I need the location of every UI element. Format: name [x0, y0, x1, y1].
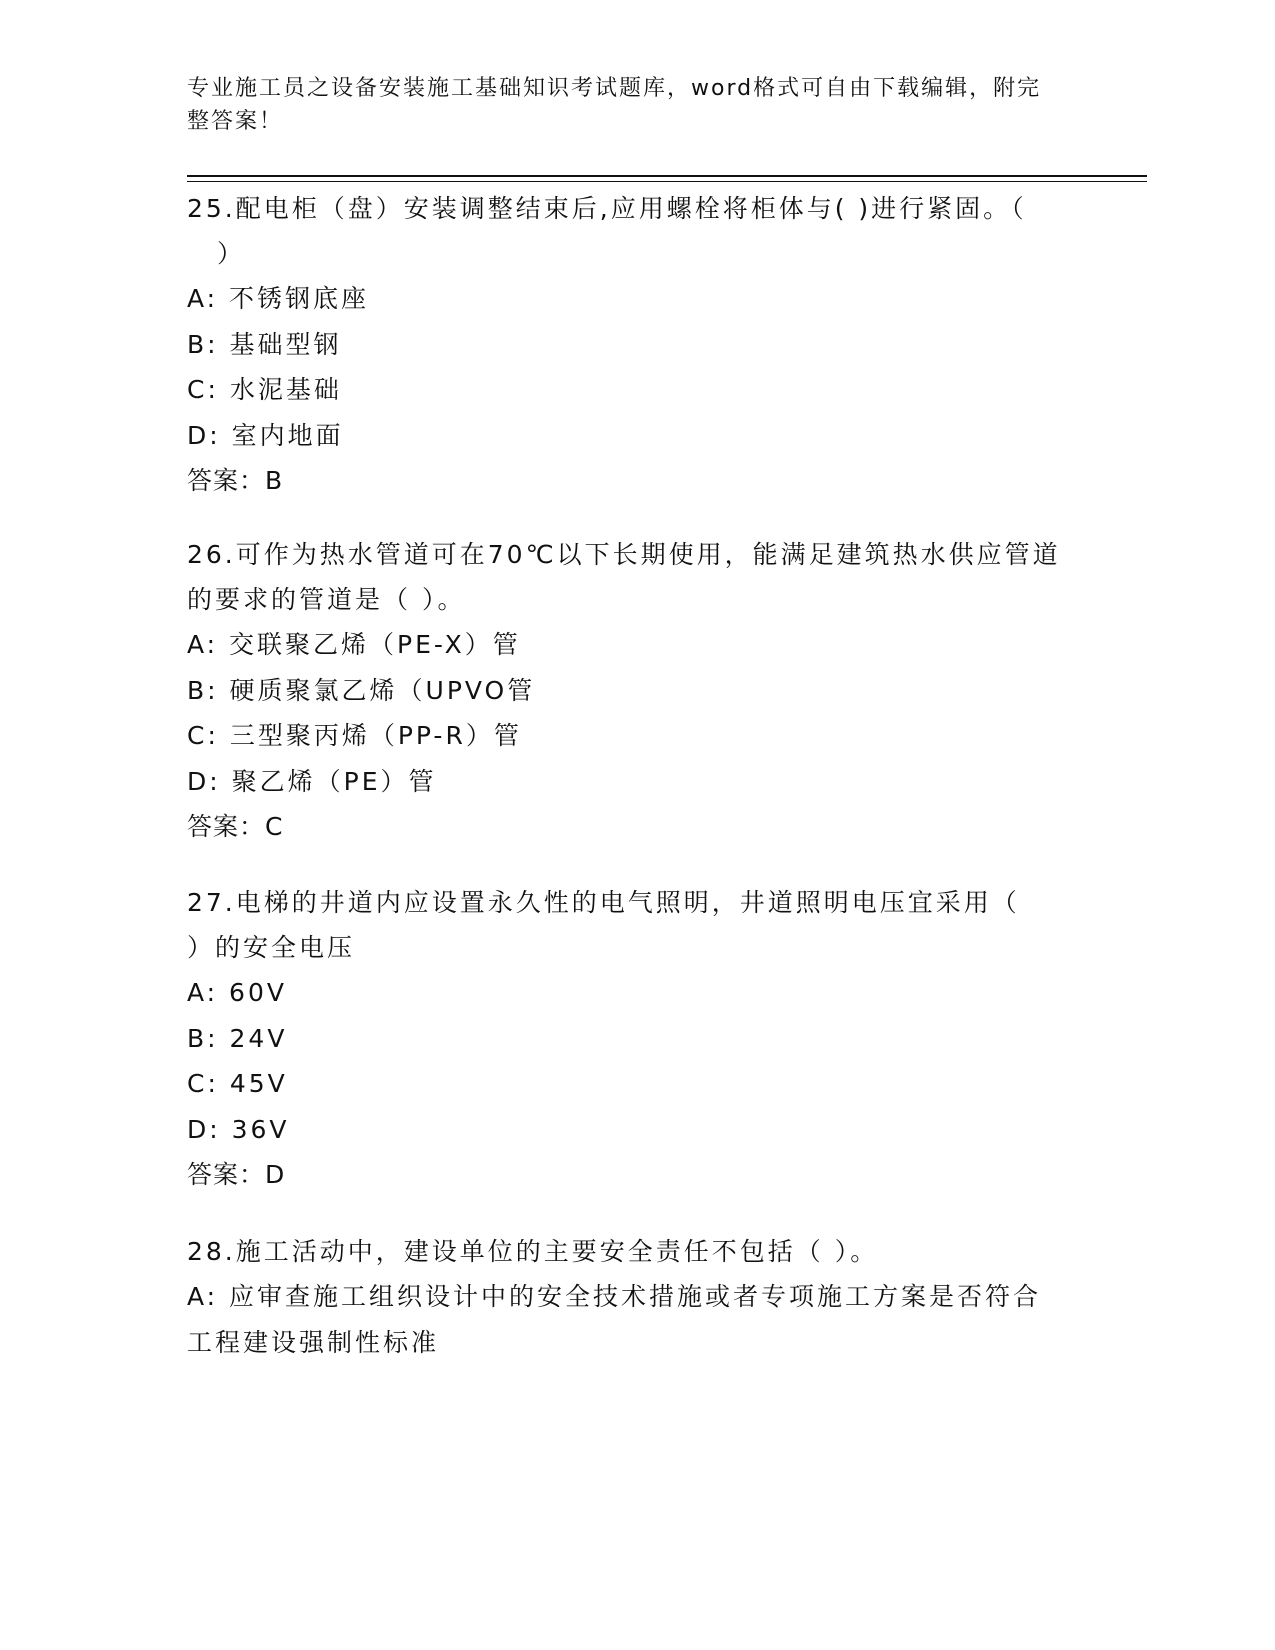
option-c: C: 45V — [187, 1069, 288, 1098]
header-line-2: 整答案！ — [187, 109, 284, 134]
option-a: A: 交联聚乙烯（PE-X）管 — [187, 630, 521, 659]
option-b: B: 24V — [187, 1023, 288, 1053]
answer-line — [187, 804, 1087, 850]
answer-line — [187, 458, 1087, 504]
answer-value: B — [265, 466, 284, 495]
question-stem-line-2: 的要求的管道是（ ）。 — [187, 585, 466, 614]
header-rule-thick — [187, 175, 1147, 177]
question-26 — [187, 532, 1087, 850]
option-d: D: 室内地面 — [187, 420, 344, 450]
answer-label: 答案： — [187, 1160, 266, 1189]
option-d: D: 聚乙烯（PE）管 — [187, 766, 437, 796]
question-stem-line-1: 27.电梯的井道内应设置永久性的电气照明，井道照明电压宜采用（ — [187, 888, 1020, 917]
option-a-line-2: 工程建设强制性标准 — [187, 1327, 440, 1357]
option-a-line-1: A: 应审查施工组织设计中的安全技术措施或者专项施工方案是否符合 — [187, 1282, 1042, 1311]
question-27 — [187, 880, 1087, 1198]
option-c: C: 水泥基础 — [187, 375, 342, 404]
question-stem-line-2: ） — [217, 239, 246, 268]
question-stem-line-2: ）的安全电压 — [187, 933, 356, 962]
header-rule-thin — [187, 181, 1147, 182]
answer-line — [187, 1152, 1087, 1198]
option-d: D: 36V — [187, 1114, 290, 1144]
option-a: A: 60V — [187, 978, 287, 1007]
option-a: A: 不锈钢底座 — [187, 284, 370, 313]
answer-label: 答案： — [187, 466, 266, 495]
answer-value: D — [265, 1160, 286, 1189]
question-stem-line-1: 28.施工活动中，建设单位的主要安全责任不包括（ ）。 — [187, 1237, 879, 1266]
header-line-1: 专业施工员之设备安装施工基础知识考试题库，word格式可自由下载编辑，附完 — [187, 76, 1042, 101]
question-25 — [187, 186, 1087, 504]
question-28 — [187, 1229, 1087, 1365]
option-b: B: 硬质聚氯乙烯（UPVO管 — [187, 675, 536, 705]
option-b: B: 基础型钢 — [187, 329, 342, 359]
option-c: C: 三型聚丙烯（PP-R）管 — [187, 721, 522, 750]
answer-value: C — [265, 812, 284, 841]
document-header — [187, 72, 1067, 138]
question-stem-line-1: 25.配电柜（盘）安装调整结束后,应用螺栓将柜体与( )进行紧固。（ — [187, 194, 1027, 223]
question-stem-line-1: 26.可作为热水管道可在70℃以下长期使用，能满足建筑热水供应管道 — [187, 540, 1061, 569]
answer-label: 答案： — [187, 812, 266, 841]
